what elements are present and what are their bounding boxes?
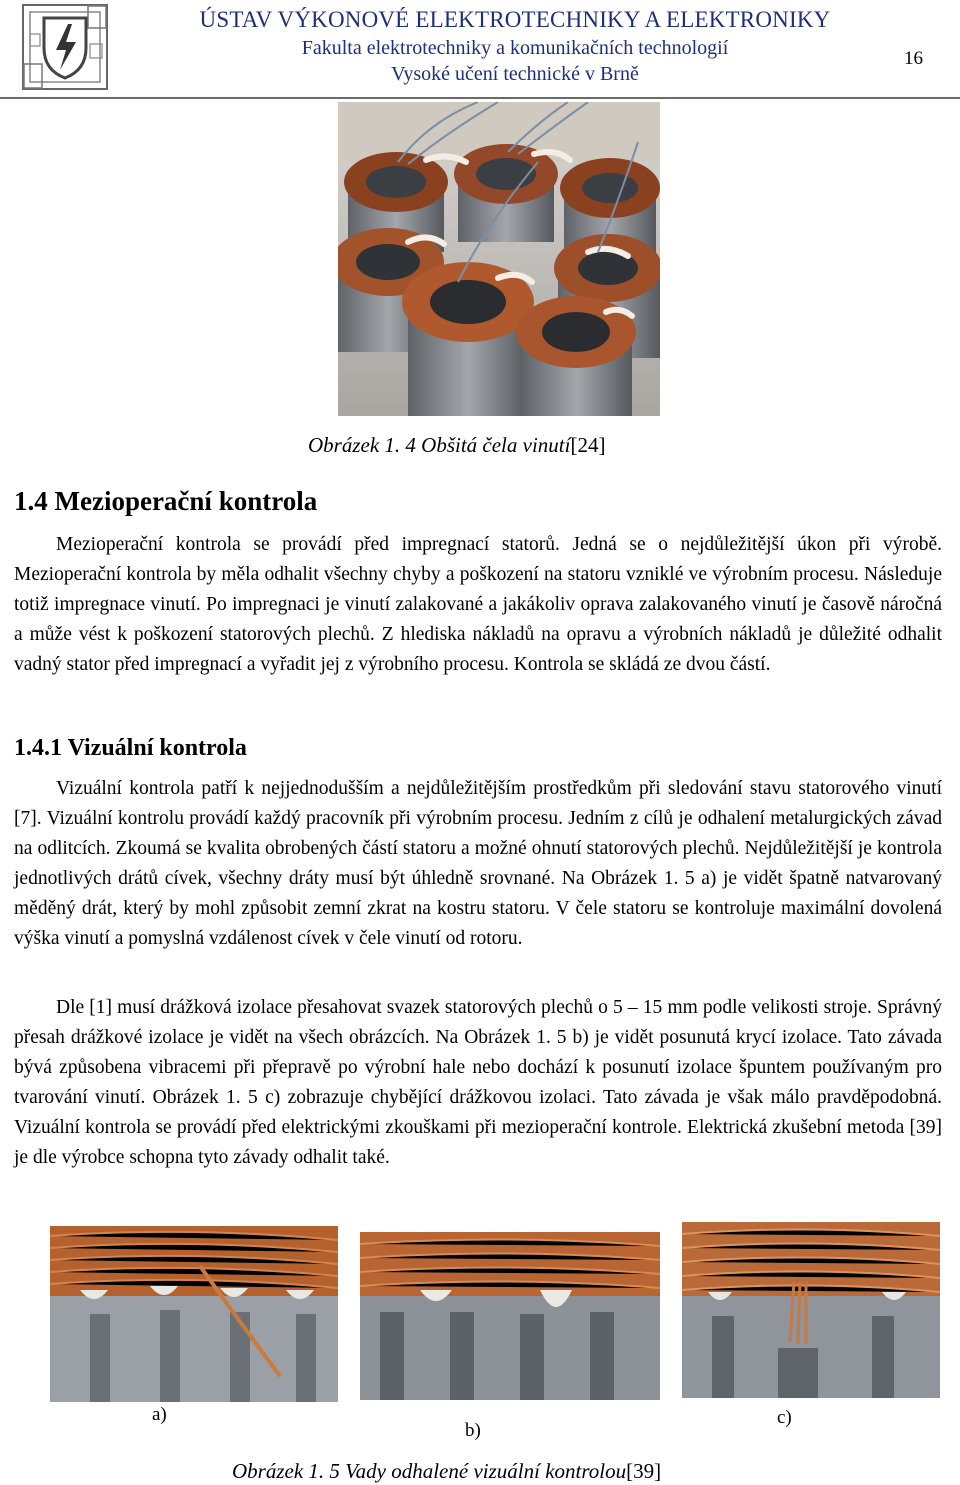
figure-1-5-caption (232, 1459, 661, 1484)
stator-windings-photo (338, 102, 660, 416)
missing-slot-insulation-photo (682, 1222, 940, 1398)
figure-label-c: c) (777, 1407, 792, 1428)
figure-1-5-caption-text: Obrázek 1. 5 Vady odhalené vizuální kontrolou (232, 1459, 627, 1483)
page-header (0, 0, 960, 100)
section-paragraph: Mezioperační kontrola se provádí před impregnací statorů. Jedná se o nejdůležitější úkon při výrobě. Mezioperační kontrola by měla odhalit všechny chyby a poškození na statoru vzniklé ve výrobním procesu. Následuje totiž impregnace vinutí. Po impregnaci je vinutí zalakované a jakákoliv oprava zalakovaného vinutí je časově náročná a může vést k poškození statorových plechů. Z hlediska nákladů na opravu a výrobních nákladů je důležité odhalit vadný stator před impregnací a vyřadit jej z výrobního procesu. Kontrola se skládá ze dvou částí. (14, 534, 942, 675)
shifted-insulation-photo (360, 1232, 660, 1400)
header-divider (0, 97, 960, 99)
faculty-name: Fakulta elektrotechniky a komunikačních technologií (301, 37, 729, 59)
figure-1-4-reference: [24] (570, 433, 606, 457)
university-name: Vysoké učení technické v Brně (391, 63, 639, 85)
section-title: 1.4 Mezioperační kontrola (14, 486, 318, 516)
figure-label-b: b) (465, 1420, 481, 1441)
figure-1-4-caption-text: Obrázek 1. 4 Obšitá čela vinutí (308, 433, 571, 457)
subsection-title: 1.4.1 Vizuální kontrola (14, 735, 247, 761)
figure-label-a: a) (152, 1404, 167, 1425)
subsection-paragraph-2: Dle [1] musí drážková izolace přesahovat svazek statorových plechů o 5 – 15 mm podle velikosti stroje. Správný přesah drážkové izolace je vidět na všech obrázcích. Na Obrázek 1. 5 b) je vidět posunutá krycí izolace. Tato závada bývá způsobena vibracemi při přepravě po výrobní hale nebo dochází k posunutí izolace špuntem používaným pro tvarování vinutí. Obrázek 1. 5 c) zobrazuje chybějící drážkovou izolaci. Tato závada je však málo pravděpodobná. Vizuální kontrola se provádí před elektrickými zkouškami při mezioperační kontrole. Elektrická zkušební metoda [39] je dle výrobce schopna tyto závady odhalit také. (14, 997, 942, 1168)
institute-name: ÚSTAV VÝKONOVÉ ELEKTROTECHNIKY A ELEKTRONIKY (199, 7, 831, 32)
subsection-paragraph-1: Vizuální kontrola patří k nejjednodušším a nejdůležitějším prostředkům při sledování stavu statorového vinutí [7]. Vizuální kontrolu provádí každý pracovník při výrobním procesu. Jedním z cílů je odhalení metalurgických závad na odlitcích. Zkoumá se kvalita obrobených částí statoru a možné ohnutí statorových plechů. Nejdůležitější je kontrola jednotlivých drátů cívek, všechny dráty musí být úhledně srovnané. Na Obrázek 1. 5 a) je vidět špatně natvarovaný měděný drát, který by mohl způsobit zemní zkrat na kostru statoru. V čele statoru se kontroluje maximální dovolená výška vinutí a pomyslná vzdálenost cívek v čele vinutí od rotoru. (14, 778, 942, 949)
university-lightning-logo-icon (22, 4, 108, 90)
figure-1-5-reference: [39] (626, 1459, 662, 1483)
figure-1-4-caption (308, 433, 605, 458)
misshaped-copper-wire-photo (50, 1226, 338, 1402)
page-number: 16 (904, 48, 923, 69)
